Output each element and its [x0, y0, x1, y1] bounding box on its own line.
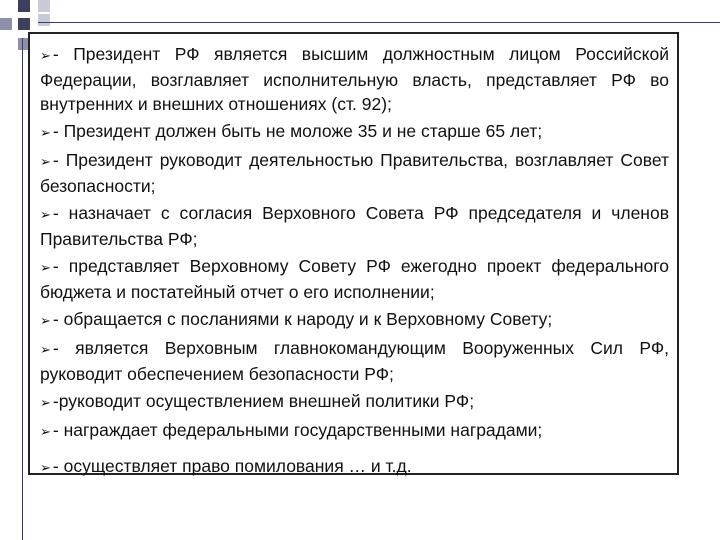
list-item: ➢ - Президент должен быть не моложе 35 и не старше 65 лет; — [40, 119, 669, 145]
arrow-bullet-icon: ➢ — [40, 342, 51, 357]
left-rule — [22, 38, 23, 540]
list-item: ➢ - осуществляет право помилования … и т.д. — [40, 454, 669, 480]
corner-square — [0, 18, 12, 30]
corner-square — [18, 18, 30, 30]
corner-square — [38, 0, 50, 12]
list-item: ➢ - награждает федеральными государственными наградами; — [40, 418, 669, 444]
list-item: ➢ - Президент РФ является высшим должностным лицом Российской Федерации, возглавляет исполнительную власть, представляет РФ во внутренних и внешних отношениях (ст. 92); — [40, 44, 669, 114]
list-item: ➢ - Президент руководит деятельностью Правительства, возглавляет Совет безопасности; — [40, 150, 669, 196]
arrow-bullet-icon: ➢ — [40, 207, 51, 222]
arrow-bullet-icon: ➢ — [40, 424, 51, 439]
list-item: ➢ - является Верховным главнокомандующим Вооруженных Сил РФ, руководит обеспечением безопасности РФ; — [40, 338, 669, 384]
list-item: ➢ - назначает с согласия Верховного Совета РФ председателя и членов Правительства РФ; — [40, 203, 669, 249]
content-box — [28, 32, 679, 475]
arrow-bullet-icon: ➢ — [40, 260, 51, 275]
arrow-bullet-icon: ➢ — [40, 395, 51, 410]
top-rule — [38, 22, 720, 23]
list-item: ➢ -руководит осуществлением внешней политики РФ; — [40, 389, 669, 415]
list-item: ➢ - представляет Верховному Совету РФ ежегодно проект федерального бюджета и постатейный отчет о его исполнении; — [40, 256, 669, 302]
list-item: ➢ - обращается с посланиями к народу и к Верховному Совету; — [40, 307, 669, 333]
arrow-bullet-icon: ➢ — [40, 48, 51, 63]
arrow-bullet-icon: ➢ — [40, 460, 51, 475]
arrow-bullet-icon: ➢ — [40, 313, 51, 328]
corner-square — [18, 0, 30, 12]
arrow-bullet-icon: ➢ — [40, 154, 51, 169]
corner-square — [38, 14, 50, 26]
arrow-bullet-icon: ➢ — [40, 125, 51, 140]
